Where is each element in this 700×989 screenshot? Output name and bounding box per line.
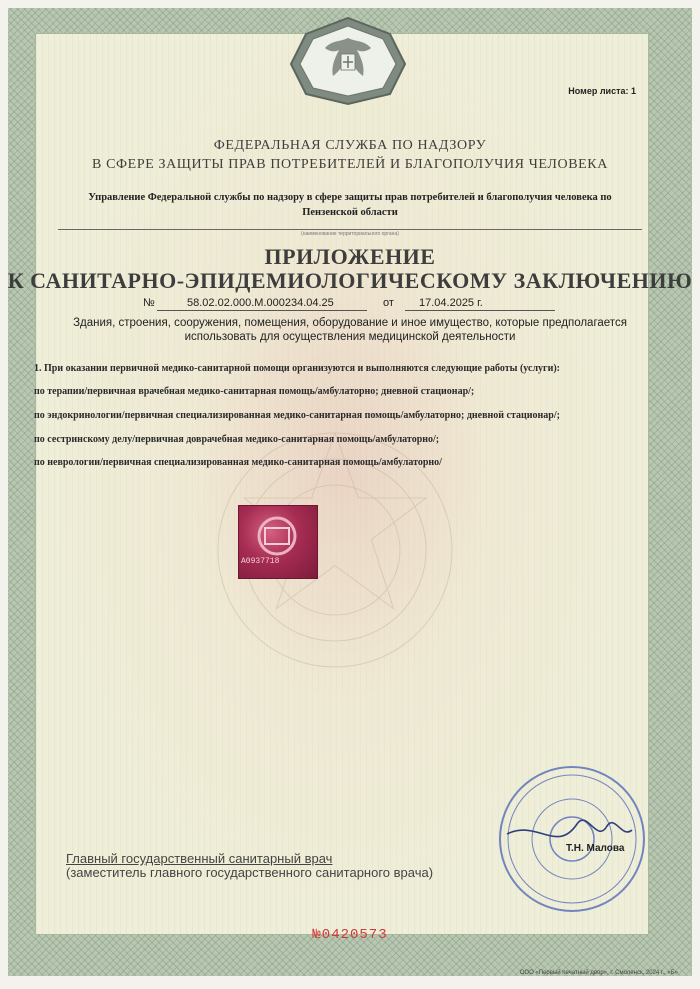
agency-name-line1: ФЕДЕРАЛЬНАЯ СЛУЖБА ПО НАДЗОРУ — [213, 138, 487, 153]
hologram-sticker — [238, 505, 318, 579]
agency-name-line2: В СФЕРЕ ЗАЩИТЫ ПРАВ ПОТРЕБИТЕЛЕЙ И БЛАГОПОЛУЧИЯ ЧЕЛОВЕКА — [92, 157, 608, 172]
certificate-date: 17.04.2025 г. — [419, 297, 483, 309]
date-underline — [405, 310, 555, 311]
form-serial-number: №0420573 — [312, 927, 388, 943]
emblem-icon — [285, 16, 411, 106]
certificate-number: 58.02.02.000.М.000234.04.25 — [187, 297, 334, 309]
number-label: № — [143, 297, 155, 309]
signatory-role-alt: (заместитель главного государственного санитарного врача) — [66, 865, 434, 880]
department-rule — [58, 229, 642, 230]
hologram-code: А0937718 — [241, 557, 280, 566]
document-subtitle: К САНИТАРНО-ЭПИДЕМИОЛОГИЧЕСКОМУ ЗАКЛЮЧЕНИЮ — [7, 268, 693, 293]
service-item: по терапии/первичная врачебная медико-санитарная помощь/амбулаторно; дневной стационар/; — [34, 386, 475, 397]
department-caption: (наименование территориального органа) — [301, 231, 399, 237]
scope-description: Здания, строения, сооружения, помещения, оборудование и иное имущество, которые предполагается использовать для осуществления медицинской деятельности — [73, 317, 627, 343]
service-heading: 1. При оказании первичной медико-санитарной помощи организуются и выполняются следующие работы (услуги): — [34, 363, 561, 374]
service-item: по неврологии/первичная специализированная медико-санитарная помощь/амбулаторно/ — [34, 457, 442, 468]
official-stamp — [497, 764, 647, 914]
document-title: ПРИЛОЖЕНИЕ — [264, 244, 436, 269]
service-item: по эндокринологии/первичная специализированная медико-санитарная помощь/амбулаторно; дневной стационар/; — [34, 410, 560, 421]
signatory-role: Главный государственный санитарный врач — [66, 851, 333, 866]
signatory-name: Т.Н. Малова — [566, 843, 625, 854]
sheet-number: Номер листа: 1 — [568, 86, 636, 96]
printer-imprint: ООО «Первый печатный двор», г. Смоленск, 2024 г., «Б» — [519, 970, 678, 976]
service-item: по сестринскому делу/первичная доврачебная медико-санитарная помощь/амбулаторно/; — [34, 434, 440, 445]
number-underline — [157, 310, 367, 311]
department-name: Управление Федеральной службы по надзору в сфере защиты прав потребителей и благополучия человека по Пензенской области — [88, 192, 612, 218]
date-label: от — [383, 297, 394, 309]
hologram-emblem-icon — [239, 506, 317, 578]
